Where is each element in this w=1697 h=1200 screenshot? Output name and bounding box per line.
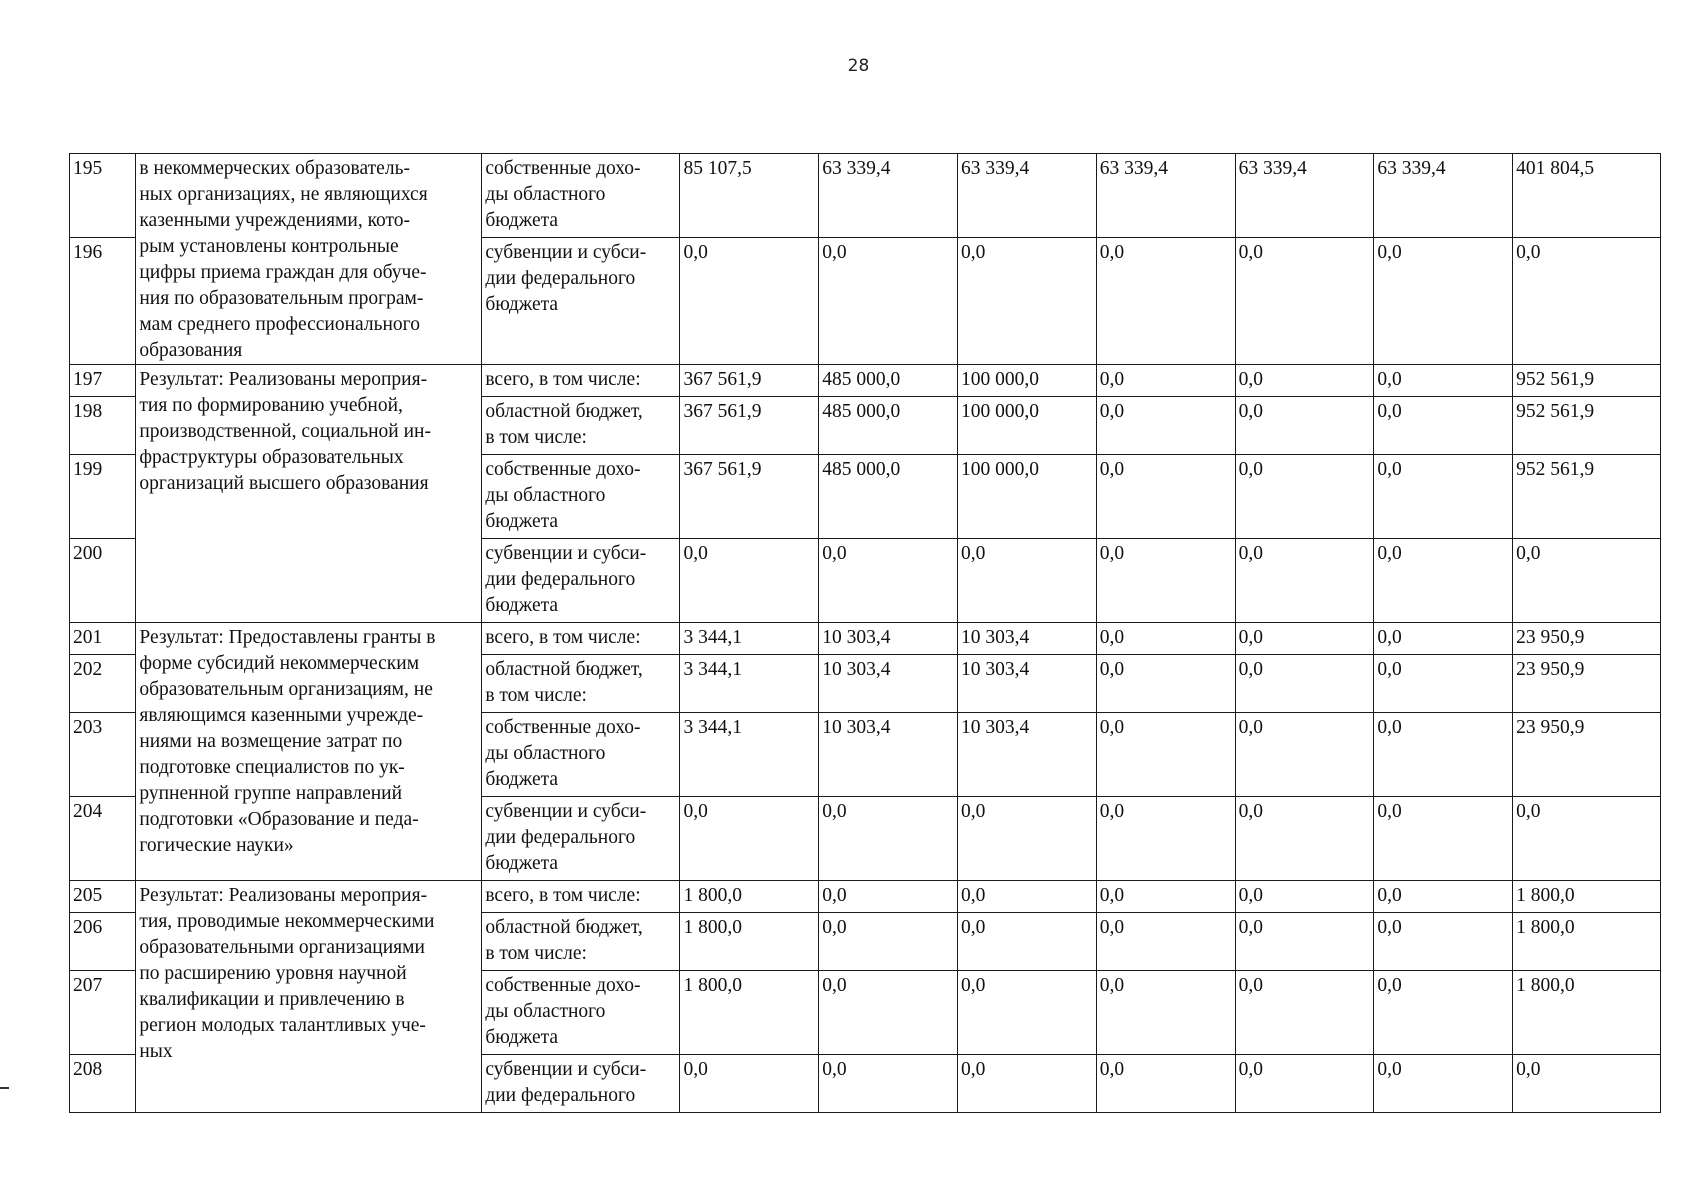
row-number: 207: [70, 971, 136, 1055]
amount-value: 0,0: [1096, 971, 1235, 1055]
amount-value: 0,0: [1374, 913, 1513, 971]
amount-value: 0,0: [819, 797, 958, 881]
amount-value: 0,0: [1096, 655, 1235, 713]
total-value: 0,0: [1513, 797, 1661, 881]
amount-value: 0,0: [1374, 1055, 1513, 1113]
funding-source: субвенции и субси- дии федерального: [482, 1055, 680, 1113]
amount-value: 0,0: [1235, 397, 1374, 455]
amount-value: 10 303,4: [819, 623, 958, 655]
result-description: в некоммерческих образователь- ных организациях, не являющихся казенными учреждениями, кото- рым установлены контрольные цифры приема граждан для обуче- ния по образовательным програм- мам среднего профессионального образования: [136, 154, 482, 365]
amount-value: 0,0: [1374, 971, 1513, 1055]
page-number: 28: [847, 56, 870, 76]
row-number: 197: [70, 365, 136, 397]
funding-source: собственные дохо- ды областного бюджета: [482, 154, 680, 238]
total-value: 1 800,0: [1513, 881, 1661, 913]
total-value: 952 561,9: [1513, 397, 1661, 455]
amount-value: 0,0: [1096, 713, 1235, 797]
amount-value: 0,0: [1235, 365, 1374, 397]
amount-value: 0,0: [1374, 539, 1513, 623]
funding-source: субвенции и субси- дии федерального бюджета: [482, 238, 680, 365]
amount-value: 0,0: [1374, 881, 1513, 913]
amount-value: 0,0: [958, 539, 1097, 623]
amount-value: 367 561,9: [680, 365, 819, 397]
funding-source: всего, в том числе:: [482, 881, 680, 913]
row-number: 196: [70, 238, 136, 365]
row-number: 198: [70, 397, 136, 455]
amount-value: 485 000,0: [819, 455, 958, 539]
amount-value: 0,0: [1374, 397, 1513, 455]
amount-value: 0,0: [819, 539, 958, 623]
amount-value: 0,0: [680, 1055, 819, 1113]
amount-value: 0,0: [1096, 238, 1235, 365]
amount-value: 0,0: [958, 1055, 1097, 1113]
funding-source: всего, в том числе:: [482, 623, 680, 655]
amount-value: 85 107,5: [680, 154, 819, 238]
amount-value: 0,0: [1096, 797, 1235, 881]
amount-value: 367 561,9: [680, 397, 819, 455]
amount-value: 0,0: [1235, 539, 1374, 623]
amount-value: 0,0: [819, 971, 958, 1055]
amount-value: 0,0: [958, 913, 1097, 971]
amount-value: 0,0: [1235, 623, 1374, 655]
amount-value: 0,0: [958, 797, 1097, 881]
row-number: 206: [70, 913, 136, 971]
amount-value: 0,0: [1374, 797, 1513, 881]
total-value: 1 800,0: [1513, 913, 1661, 971]
total-value: 952 561,9: [1513, 365, 1661, 397]
amount-value: 0,0: [1096, 365, 1235, 397]
amount-value: 0,0: [958, 971, 1097, 1055]
amount-value: 485 000,0: [819, 397, 958, 455]
amount-value: 0,0: [1235, 455, 1374, 539]
funding-source: областной бюджет, в том числе:: [482, 397, 680, 455]
amount-value: 63 339,4: [1096, 154, 1235, 238]
table-body: [70, 154, 1661, 1113]
total-value: 0,0: [1513, 539, 1661, 623]
row-number: 202: [70, 655, 136, 713]
amount-value: 3 344,1: [680, 623, 819, 655]
row-number: 205: [70, 881, 136, 913]
result-description: Результат: Предоставлены гранты в форме субсидий некоммерческим образовательным организациям, не являющимся казенными учрежде- ниями на возмещение затрат по подготовке специалистов по ук- рупненной группе направлений подготовки «Образование и педа- гогические науки»: [136, 623, 482, 881]
amount-value: 0,0: [1374, 455, 1513, 539]
amount-value: 0,0: [819, 238, 958, 365]
row-number: 204: [70, 797, 136, 881]
amount-value: 0,0: [1235, 881, 1374, 913]
table-row: [70, 154, 1661, 238]
amount-value: 0,0: [1374, 365, 1513, 397]
amount-value: 0,0: [1235, 238, 1374, 365]
amount-value: 1 800,0: [680, 881, 819, 913]
row-number: 208: [70, 1055, 136, 1113]
funding-source: собственные дохо- ды областного бюджета: [482, 455, 680, 539]
amount-value: 0,0: [1235, 913, 1374, 971]
amount-value: 1 800,0: [680, 913, 819, 971]
row-number: 195: [70, 154, 136, 238]
amount-value: 0,0: [1096, 455, 1235, 539]
amount-value: 0,0: [1096, 1055, 1235, 1113]
amount-value: 0,0: [958, 881, 1097, 913]
amount-value: 0,0: [1096, 913, 1235, 971]
result-description: Результат: Реализованы мероприя- тия по формированию учебной, производственной, социальной ин- фраструктуры образовательных организаций высшего образования: [136, 365, 482, 623]
amount-value: 0,0: [1235, 713, 1374, 797]
amount-value: 10 303,4: [958, 623, 1097, 655]
amount-value: 100 000,0: [958, 455, 1097, 539]
amount-value: 0,0: [1235, 797, 1374, 881]
amount-value: 0,0: [1374, 655, 1513, 713]
amount-value: 0,0: [1096, 881, 1235, 913]
amount-value: 0,0: [1374, 713, 1513, 797]
table-row: [70, 881, 1661, 913]
funding-source: всего, в том числе:: [482, 365, 680, 397]
amount-value: 10 303,4: [958, 655, 1097, 713]
amount-value: 0,0: [1096, 623, 1235, 655]
funding-source: собственные дохо- ды областного бюджета: [482, 713, 680, 797]
amount-value: 0,0: [819, 881, 958, 913]
amount-value: 0,0: [680, 797, 819, 881]
amount-value: 63 339,4: [819, 154, 958, 238]
amount-value: 3 344,1: [680, 713, 819, 797]
amount-value: 0,0: [1235, 1055, 1374, 1113]
table-row: [70, 365, 1661, 397]
amount-value: 10 303,4: [819, 713, 958, 797]
amount-value: 485 000,0: [819, 365, 958, 397]
total-value: 23 950,9: [1513, 713, 1661, 797]
amount-value: 3 344,1: [680, 655, 819, 713]
amount-value: 100 000,0: [958, 365, 1097, 397]
funding-source: субвенции и субси- дии федерального бюджета: [482, 539, 680, 623]
row-number: 201: [70, 623, 136, 655]
amount-value: 0,0: [1096, 397, 1235, 455]
amount-value: 0,0: [1096, 539, 1235, 623]
funding-source: областной бюджет, в том числе:: [482, 913, 680, 971]
amount-value: 10 303,4: [958, 713, 1097, 797]
total-value: 23 950,9: [1513, 623, 1661, 655]
amount-value: 10 303,4: [819, 655, 958, 713]
amount-value: 63 339,4: [1235, 154, 1374, 238]
result-description: Результат: Реализованы мероприя- тия, проводимые некоммерческими образовательными организациями по расширению уровня научной квалификации и привлечению в регион молодых талантливых уче- ных: [136, 881, 482, 1113]
amount-value: 0,0: [819, 1055, 958, 1113]
table-row: [70, 623, 1661, 655]
amount-value: 0,0: [819, 913, 958, 971]
row-number: 200: [70, 539, 136, 623]
amount-value: 0,0: [1235, 655, 1374, 713]
total-value: 1 800,0: [1513, 971, 1661, 1055]
amount-value: 63 339,4: [1374, 154, 1513, 238]
row-number: 199: [70, 455, 136, 539]
amount-value: 0,0: [680, 238, 819, 365]
row-number: 203: [70, 713, 136, 797]
amount-value: 0,0: [1374, 623, 1513, 655]
amount-value: 0,0: [680, 539, 819, 623]
total-value: 0,0: [1513, 238, 1661, 365]
funding-source: областной бюджет, в том числе:: [482, 655, 680, 713]
amount-value: 1 800,0: [680, 971, 819, 1055]
amount-value: 0,0: [1374, 238, 1513, 365]
amount-value: 63 339,4: [958, 154, 1097, 238]
budget-table: [69, 153, 1661, 1113]
total-value: 952 561,9: [1513, 455, 1661, 539]
funding-source: собственные дохо- ды областного бюджета: [482, 971, 680, 1055]
amount-value: 367 561,9: [680, 455, 819, 539]
funding-source: субвенции и субси- дии федерального бюджета: [482, 797, 680, 881]
amount-value: 0,0: [958, 238, 1097, 365]
total-value: 0,0: [1513, 1055, 1661, 1113]
amount-value: 100 000,0: [958, 397, 1097, 455]
total-value: 401 804,5: [1513, 154, 1661, 238]
amount-value: 0,0: [1235, 971, 1374, 1055]
total-value: 23 950,9: [1513, 655, 1661, 713]
scan-edge-mark: [0, 1087, 9, 1089]
